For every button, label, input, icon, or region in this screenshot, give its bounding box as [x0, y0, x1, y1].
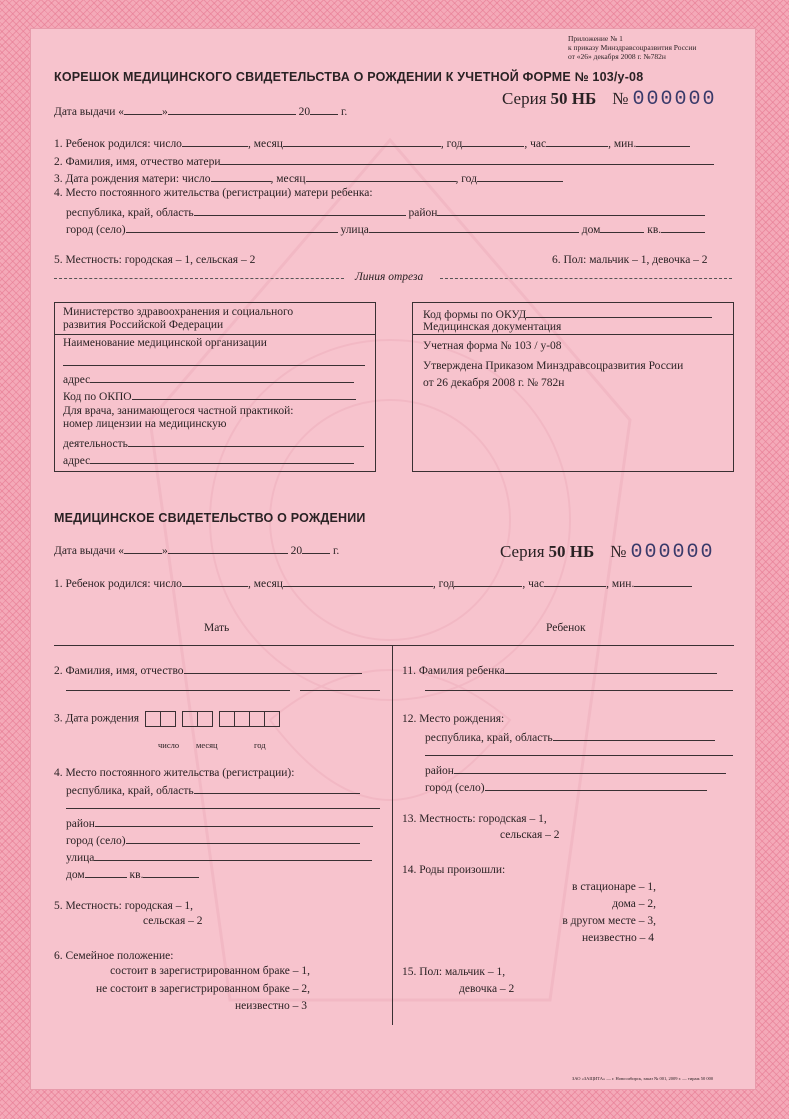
org-address-row: адрес — [63, 371, 354, 386]
birthplace-region-field-2[interactable] — [425, 755, 733, 756]
stub-series-block: Серия 50 НБ № 000000 — [502, 88, 717, 111]
doctor-address-row: адрес — [63, 452, 354, 467]
doctor-address-field[interactable] — [90, 452, 354, 464]
delivery-place-label: 14. Роды произошли: — [402, 864, 506, 876]
stub-issue-year-field[interactable] — [310, 103, 338, 115]
child-sex-1: 15. Пол: мальчик – 1, — [402, 966, 506, 978]
stub-issue-date: Дата выдачи « » 20 г. — [54, 103, 347, 118]
mother-dob-year-cells[interactable] — [220, 713, 280, 725]
stub-birth-year-field[interactable] — [462, 135, 524, 147]
stub-city-field[interactable] — [126, 221, 338, 233]
cut-line-label: Линия отреза — [355, 271, 424, 283]
mother-name-field-3[interactable] — [300, 690, 380, 691]
mother-region-field[interactable] — [194, 782, 360, 794]
mother-dob-row: 3. Дата рождения — [54, 711, 280, 727]
stub-district-field[interactable] — [437, 204, 705, 216]
mother-street-row: улица — [66, 849, 372, 864]
mother-district-row: район — [66, 815, 373, 830]
birthplace-label: 12. Место рождения: — [402, 713, 505, 725]
child-header: Ребенок — [546, 622, 586, 634]
cert-series-block: Серия 50 НБ № 000000 — [500, 541, 715, 564]
cut-line-right — [440, 278, 732, 279]
mother-name-field[interactable] — [184, 662, 362, 674]
cert-issue-year-field[interactable] — [302, 542, 330, 554]
stub-birth-min-field[interactable] — [636, 135, 690, 147]
delivery-4: неизвестно – 4 — [582, 932, 654, 944]
mother-dob-day-label: число — [158, 740, 180, 750]
stub-flat-field[interactable] — [661, 221, 705, 233]
mother-residence-label: 4. Место постоянного жительства (регистрации): — [54, 767, 295, 779]
stub-issue-month-field[interactable] — [168, 103, 296, 115]
doc-type: Медицинская документация — [423, 321, 562, 333]
stub-mother-name-field[interactable] — [220, 153, 714, 165]
mother-dob-month-cells[interactable] — [183, 713, 213, 725]
birthplace-city-row: город (село) — [425, 779, 707, 794]
mother-name-field-2[interactable] — [66, 690, 290, 691]
stub-title: КОРЕШОК МЕДИЦИНСКОГО СВИДЕТЕЛЬСТВА О РОЖДЕНИИ К УЧЕТНОЙ ФОРМЕ № 103/у-08 — [54, 70, 644, 84]
mother-header: Мать — [204, 622, 230, 634]
stub-mother-year-field[interactable] — [477, 170, 563, 182]
marital-1: состоит в зарегистрированном браке – 1, — [110, 965, 310, 977]
cert-issue-day-field[interactable] — [124, 542, 162, 554]
stub-line-2: 2. Фамилия, имя, отчество матери — [54, 153, 714, 168]
license-field[interactable] — [128, 435, 364, 447]
okpo-row: Код по ОКПО — [63, 388, 356, 403]
columns-divider — [392, 645, 393, 1025]
mother-house-field[interactable] — [85, 866, 127, 878]
right-form-box — [412, 302, 734, 472]
mother-district-field[interactable] — [95, 815, 373, 827]
mother-region-field-2[interactable] — [66, 808, 380, 809]
okud-row: Код формы по ОКУД — [423, 306, 712, 321]
activity-row: деятельность — [63, 435, 364, 450]
org-name-field[interactable] — [63, 365, 365, 366]
mother-region-row: республика, край, область — [66, 782, 360, 797]
stub-series-value: 50 НБ — [550, 89, 597, 108]
marital-status-label: 6. Семейное положение: — [54, 950, 174, 962]
mother-locality-2: сельская – 2 — [143, 915, 203, 927]
stub-house-field[interactable] — [600, 221, 644, 233]
cert-birth-month-field[interactable] — [283, 575, 433, 587]
child-sex-2: девочка – 2 — [459, 983, 515, 995]
delivery-3: в другом месте – 3, — [562, 915, 656, 927]
stub-mother-day-field[interactable] — [211, 170, 271, 182]
stub-line-4b: город (село) улица дом кв. — [66, 221, 705, 236]
stub-locality: 5. Местность: городская – 1, сельская – 2 — [54, 254, 256, 266]
stub-line-1: 1. Ребенок родился: число , месяц , год , час , мин. — [54, 135, 690, 150]
child-surname-row: 11. Фамилия ребенка — [402, 662, 717, 677]
stub-number: 000000 — [632, 88, 717, 111]
cert-birth-min-field[interactable] — [634, 575, 692, 587]
stub-birth-day-field[interactable] — [182, 135, 248, 147]
birthplace-city-field[interactable] — [485, 779, 707, 791]
stub-sex: 6. Пол: мальчик – 1, девочка – 2 — [552, 254, 708, 266]
mother-house-row: дом кв. — [66, 866, 199, 881]
mother-city-field[interactable] — [126, 832, 360, 844]
cert-birth-year-field[interactable] — [454, 575, 522, 587]
okud-field[interactable] — [526, 306, 712, 318]
child-surname-field[interactable] — [505, 662, 717, 674]
stub-mother-month-field[interactable] — [306, 170, 456, 182]
birthplace-region-row: республика, край, область — [425, 729, 715, 744]
child-locality-1: 13. Местность: городская – 1, — [402, 813, 547, 825]
left-org-box — [54, 302, 376, 472]
cert-birth-day-field[interactable] — [182, 575, 248, 587]
columns-top-rule — [54, 645, 734, 646]
delivery-1: в стационаре – 1, — [572, 881, 656, 893]
printer-footer: ЗАО «ЗАЩИТА» — г. Новосибирск, заказ № 001, 2009 г. — тираж 50 000 — [572, 1076, 714, 1081]
mother-name-row: 2. Фамилия, имя, отчество — [54, 662, 362, 677]
mother-flat-field[interactable] — [143, 866, 199, 878]
stub-line-3: 3. Дата рождения матери: число , месяц , год — [54, 170, 563, 185]
cert-number: 000000 — [630, 541, 715, 564]
stub-line-4: 4. Место постоянного жительства (регистрации) матери ребенка: — [54, 187, 373, 199]
mother-dob-day-cells[interactable] — [146, 713, 176, 725]
appendix-note: Приложение № 1 к приказу Минздравсоцразвития России от «26» декабря 2008 г. №782н — [568, 34, 697, 61]
approved-by: Утверждена Приказом Минздравсоцразвития России от 26 декабря 2008 г. № 782н — [423, 360, 684, 389]
child-locality-2: сельская – 2 — [500, 829, 560, 841]
mother-street-field[interactable] — [94, 849, 372, 861]
stub-region-field[interactable] — [194, 204, 406, 216]
stub-birth-hour-field[interactable] — [546, 135, 608, 147]
cert-line-1: 1. Ребенок родился: число , месяц , год , час , мин. — [54, 575, 692, 590]
org-name-label: Наименование медицинской организации — [63, 337, 267, 349]
ministry-name: Министерство здравоохранения и социального развития Российской Федерации — [63, 306, 294, 331]
cert-birth-hour-field[interactable] — [544, 575, 606, 587]
cert-title: МЕДИЦИНСКОЕ СВИДЕТЕЛЬСТВО О РОЖДЕНИИ — [54, 511, 366, 525]
stub-line-4a: республика, край, область район — [66, 204, 705, 219]
child-surname-field-2[interactable] — [425, 690, 733, 691]
marital-3: неизвестно – 3 — [235, 1000, 307, 1012]
marital-2: не состоит в зарегистрированном браке – 2, — [95, 983, 310, 995]
private-practice-label: Для врача, занимающегося частной практикой: номер лицензии на медицинскую — [63, 405, 294, 430]
birthplace-region-field[interactable] — [553, 729, 715, 741]
stub-issue-day-field[interactable] — [124, 103, 162, 115]
cert-issue-date: Дата выдачи « » 20 г. — [54, 542, 339, 557]
mother-city-row: город (село) — [66, 832, 360, 847]
form-number: Учетная форма № 103 / у-08 — [423, 340, 562, 352]
cert-issue-month-field[interactable] — [168, 542, 288, 554]
cut-line-left — [54, 278, 344, 279]
delivery-2: дома – 2, — [612, 898, 656, 910]
org-address-field[interactable] — [90, 371, 354, 383]
birthplace-district-row: район — [425, 762, 726, 777]
mother-dob-month-label: месяц — [196, 740, 218, 750]
stub-street-field[interactable] — [369, 221, 579, 233]
birthplace-district-field[interactable] — [454, 762, 726, 774]
okpo-field[interactable] — [132, 388, 356, 400]
cert-series-value: 50 НБ — [548, 542, 595, 561]
mother-dob-year-label: год — [254, 740, 266, 750]
stub-birth-month-field[interactable] — [283, 135, 441, 147]
mother-locality-1: 5. Местность: городская – 1, — [54, 900, 193, 912]
